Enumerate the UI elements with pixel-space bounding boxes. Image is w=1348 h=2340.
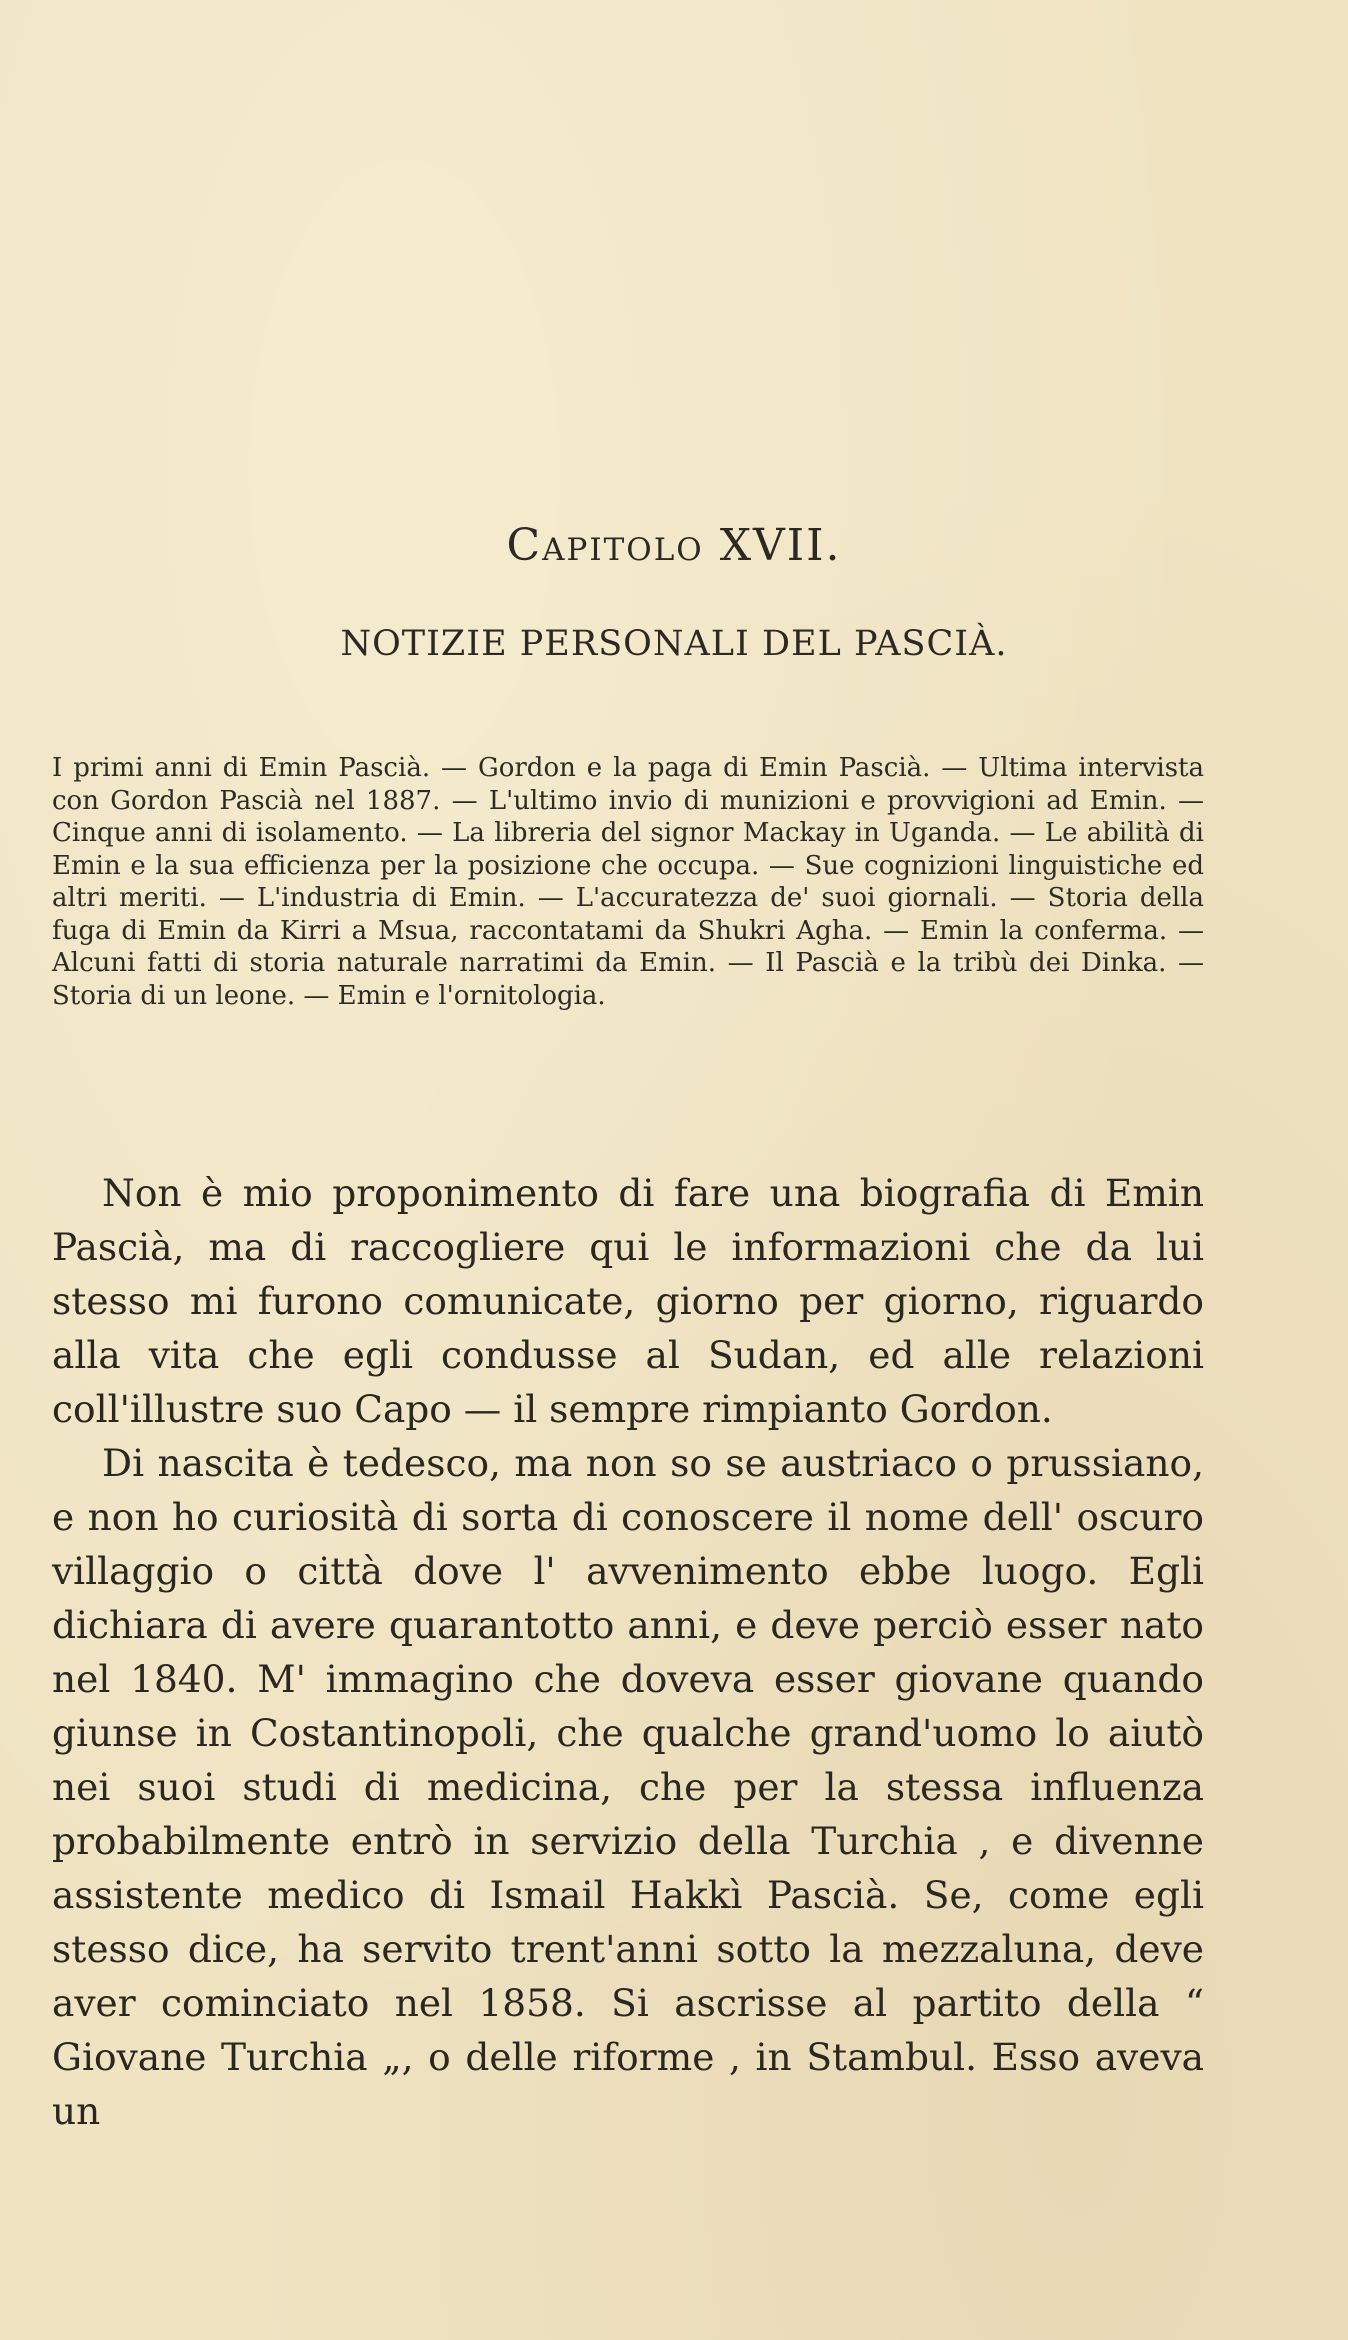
paragraph: Di nascita è tedesco, ma non so se austriaco o prussiano, e non ho curiosità di sorta di conoscere il nome dell' oscuro villaggio o città dove l' avvenimento ebbe luogo. Egli dichiara di avere quarantotto anni, e deve perciò esser nato nel 1840. M' immagino che doveva esser giovane quando giunse in Costantinopoli, che qualche grand'uomo lo aiutò nei suoi studi di medicina, che per la stessa influenza probabilmente entrò in servizio della Turchia , e divenne assistente medico di Ismail Hakkì Pascià. Se, come egli stesso dice, ha servito trent'anni sotto la mezzaluna, deve aver cominciato nel 1858. Si ascrisse al partito della “ Giovane Turchia „, o delle riforme , in Stambul. Esso aveva un [52,1441,1204,2133]
body-text [52,1166,1204,2138]
section-title: NOTIZIE PERSONALI DEL PASCIÀ. [340,624,1008,664]
paragraph: Non è mio proponimento di fare una biografia di Emin Pascià, ma di raccogliere qui le informazioni che da lui stesso mi furono comunicate, giorno per giorno, riguardo alla vita che egli condusse al Sudan, ed alle relazioni coll'illustre suo Capo — il sempre rimpianto Gordon. [52,1171,1204,1431]
chapter-title: Capitolo XVII. [506,520,842,571]
chapter-summary: I primi anni di Emin Pascià. — Gordon e la paga di Emin Pascià. — Ultima intervista con Gordon Pascià nel 1887. — L'ultimo invio di munizioni e provvigioni ad Emin. — Cinque anni di isolamento. — La libreria del signor Mackay in Uganda. — Le abilità di Emin e la sua efficienza per la posizione che occupa. — Sue cognizioni linguistiche ed altri meriti. — L'industria di Emin. — L'accuratezza de' suoi giornali. — Storia della fuga di Emin da Kirri a Msua, raccontatami da Shukri Agha. — Emin la conferma. — Alcuni fatti di storia naturale narratimi da Emin. — Il Pascià e la tribù dei Dinka. — Storia di un leone. — Emin e l'ornitologia. [52,753,1204,1011]
